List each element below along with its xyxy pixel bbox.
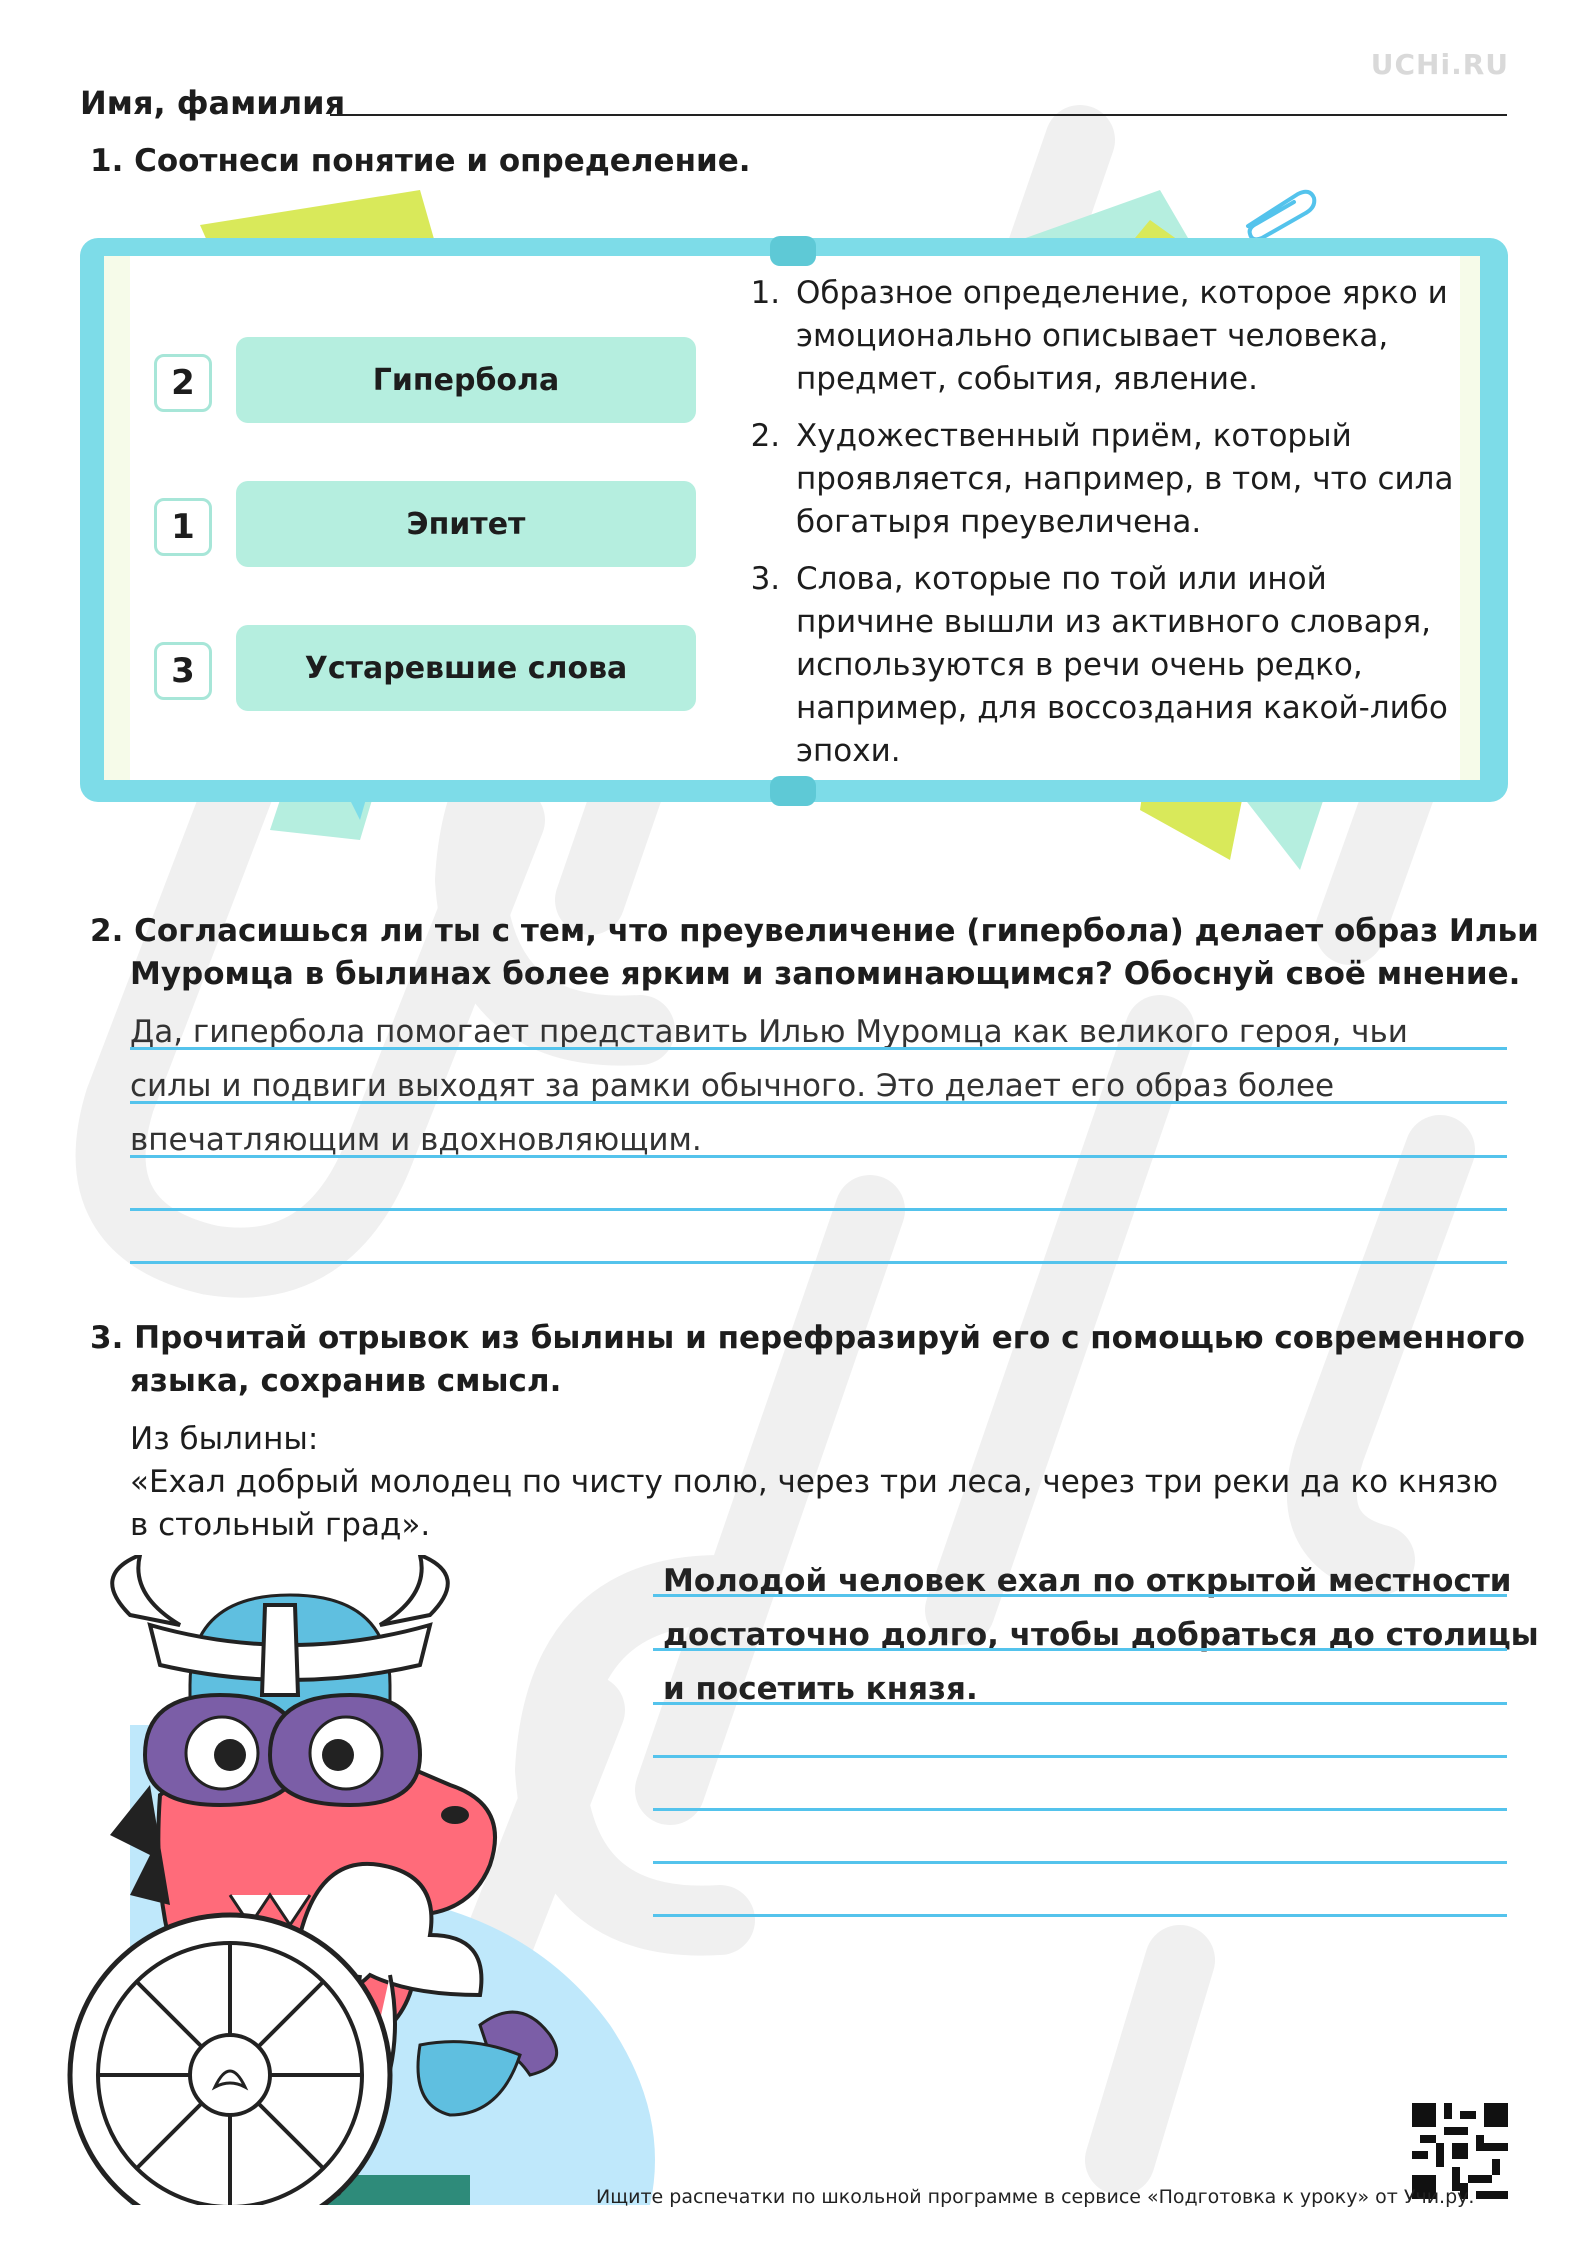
task2-answer-line[interactable]: впечатляющим и вдохновляющим.: [130, 1122, 702, 1158]
writing-line: [130, 1101, 1507, 1104]
writing-line: [130, 1261, 1507, 1264]
name-input-line[interactable]: [330, 114, 1507, 116]
book-spine-top: [770, 236, 816, 266]
answer-number-box[interactable]: 3: [154, 642, 212, 700]
answer-number-box[interactable]: 2: [154, 354, 212, 412]
definition-item: 2. Художественный приём, который проявляется, например, в том, что сила богатыря преувеличена.: [790, 415, 1472, 544]
definition-item: 3. Слова, которые по той или иной причине вышли из активного словаря, используются в речи очень редко, например, для воссоздания какой-либо эпохи.: [790, 558, 1472, 773]
task3-title-line2: языка, сохранив смысл.: [130, 1363, 562, 1399]
task3-answer-line[interactable]: достаточно долго, чтобы добраться до столицы: [663, 1617, 1539, 1653]
term-card: Гипербола: [236, 337, 696, 423]
task2-title-line1: 2. Согласишься ли ты с тем, что преувеличение (гипербола) делает образ Ильи: [90, 913, 1539, 949]
bylina-quote-line1: «Ехал добрый молодец по чисту полю, через три леса, через три реки да ко князю: [130, 1464, 1499, 1500]
writing-line: [653, 1861, 1507, 1864]
task2-title-line2: Муромца в былинах более ярким и запоминающимся? Обоснуй своё мнение.: [130, 956, 1521, 992]
name-label: Имя, фамилия: [80, 84, 346, 122]
task2-answer-line[interactable]: силы и подвиги выходят за рамки обычного. Это делает его образ более: [130, 1068, 1335, 1104]
task1-title: 1. Соотнеси понятие и определение.: [90, 143, 751, 179]
task3-title-line1: 3. Прочитай отрывок из былины и перефразируй его с помощью современного: [90, 1320, 1525, 1356]
dino-illustration: [50, 1555, 670, 2205]
footer-text: Ищите распечатки по школьной программе в сервисе «Подготовка к уроку» от Учи.ру.: [596, 2186, 1475, 2208]
term-card: Устаревшие слова: [236, 625, 696, 711]
source-label: Из былины:: [130, 1421, 319, 1457]
bylina-quote-line2: в стольный град».: [130, 1507, 431, 1543]
writing-line: [130, 1208, 1507, 1211]
uchi-logo: UCHi.RU: [1370, 48, 1509, 81]
writing-line: [653, 1594, 1507, 1597]
task3-answer-line[interactable]: и посетить князя.: [663, 1671, 978, 1707]
task3-answer-line[interactable]: Молодой человек ехал по открытой местности: [663, 1563, 1512, 1599]
task2-answer-line[interactable]: Да, гипербола помогает представить Илью Муромца как великого героя, чьи: [130, 1014, 1408, 1050]
definition-item: 1. Образное определение, которое ярко и эмоционально описывает человека, предмет, события, явление.: [790, 272, 1472, 401]
writing-line: [130, 1155, 1507, 1158]
writing-line: [130, 1047, 1507, 1050]
writing-line: [653, 1914, 1507, 1917]
answer-number-box[interactable]: 1: [154, 498, 212, 556]
writing-line: [653, 1755, 1507, 1758]
writing-line: [653, 1648, 1507, 1651]
paperclip-icon: [1240, 180, 1320, 240]
term-card: Эпитет: [236, 481, 696, 567]
writing-line: [653, 1808, 1507, 1811]
writing-line: [653, 1702, 1507, 1705]
definitions-list: [752, 272, 1472, 787]
qr-code-icon[interactable]: [1412, 2103, 1508, 2199]
